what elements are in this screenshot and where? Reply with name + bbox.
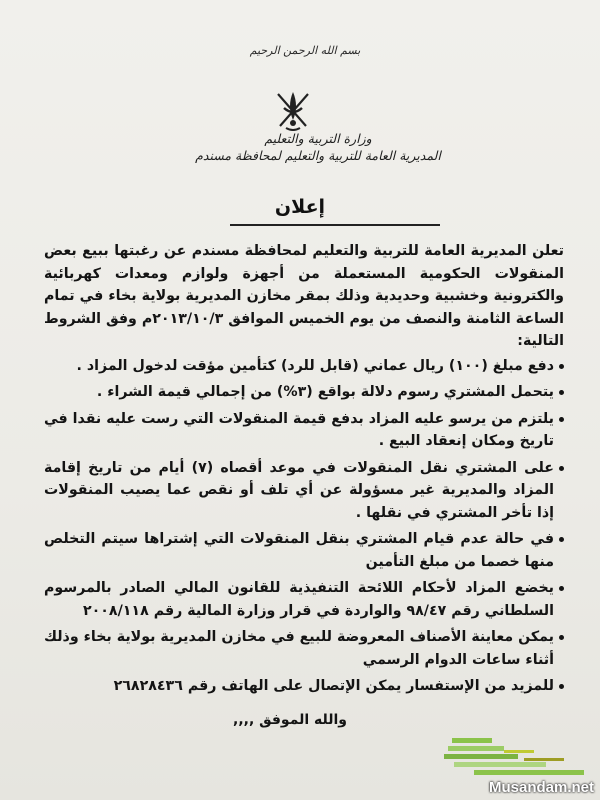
announcement-title: إعلان <box>274 196 326 218</box>
conditions-list <box>44 355 564 698</box>
condition-item: في حالة عدم قيام المشتري بنقل المنقولات التي إشتراها سيتم التخلص منها خصما من مبلغ التأمين <box>44 528 564 573</box>
title-underline <box>230 224 440 226</box>
intro-paragraph: تعلن المديرية العامة للتربية والتعليم لمحافظة مسندم عن رغبتها ببيع بعض المنقولات الحكومية المستعملة من أجهزة ولوازم ومعدات كهربائية والكترونية وخشبية وحديدية وذلك بمقر مخازن المديرية بولاية بخاء في تمام الساعة الثامنة والنصف من يوم الخميس الموافق ٢٠١٣/١٠/٣م وفق الشروط التالية: <box>44 243 564 349</box>
condition-item: يتحمل المشتري رسوم دلالة بواقع (٣%) من إجمالي قيمة الشراء . <box>44 381 564 404</box>
watermark-logo-icon <box>444 730 594 780</box>
announcement-body <box>44 240 564 702</box>
ministry-name: وزارة التربية والتعليم <box>264 131 372 146</box>
ministry-header <box>0 130 600 164</box>
oman-emblem-icon <box>268 86 318 136</box>
condition-item: على المشتري نقل المنقولات في موعد أقصاه (٧) أيام من تاريخ إقامة المزاد والمديرية غير مسؤولة عن أي تلف أو نقص عما يصيب المنقولات إذا تأخر المشتري في نقلها . <box>44 457 564 525</box>
condition-item: للمزيد من الإستفسار يمكن الإتصال على الهاتف رقم ٢٦٨٢٨٤٣٦ <box>44 675 564 698</box>
site-watermark <box>444 730 594 796</box>
watermark-text: Musandam.net <box>488 779 594 796</box>
directorate-name: المديرية العامة للتربية والتعليم لمحافظة مسندم <box>195 148 441 163</box>
condition-item: دفع مبلغ (١٠٠) ريال عماني (قابل للرد) كتأمين مؤقت لدخول المزاد . <box>44 355 564 378</box>
condition-item: يلتزم من يرسو عليه المزاد بدفع قيمة المنقولات التي رست عليه نقدا في تاريخ ومكان إنعقاد البيع . <box>44 408 564 453</box>
closing-line: والله الموفق ,,,, <box>233 712 347 728</box>
condition-item: يمكن معاينة الأصناف المعروضة للبيع في مخازن المديرية بولاية بخاء وذلك أثناء ساعات الدوام الرسمي <box>44 626 564 671</box>
condition-item: يخضع المزاد لأحكام اللائحة التنفيذية للقانون المالي الصادر بالمرسوم السلطاني رقم ٩٨/٤٧ والواردة في قرار وزارة المالية رقم ٢٠٠٨/١١٨ <box>44 577 564 622</box>
basmala: بسم الله الرحمن الرحيم <box>249 44 361 57</box>
